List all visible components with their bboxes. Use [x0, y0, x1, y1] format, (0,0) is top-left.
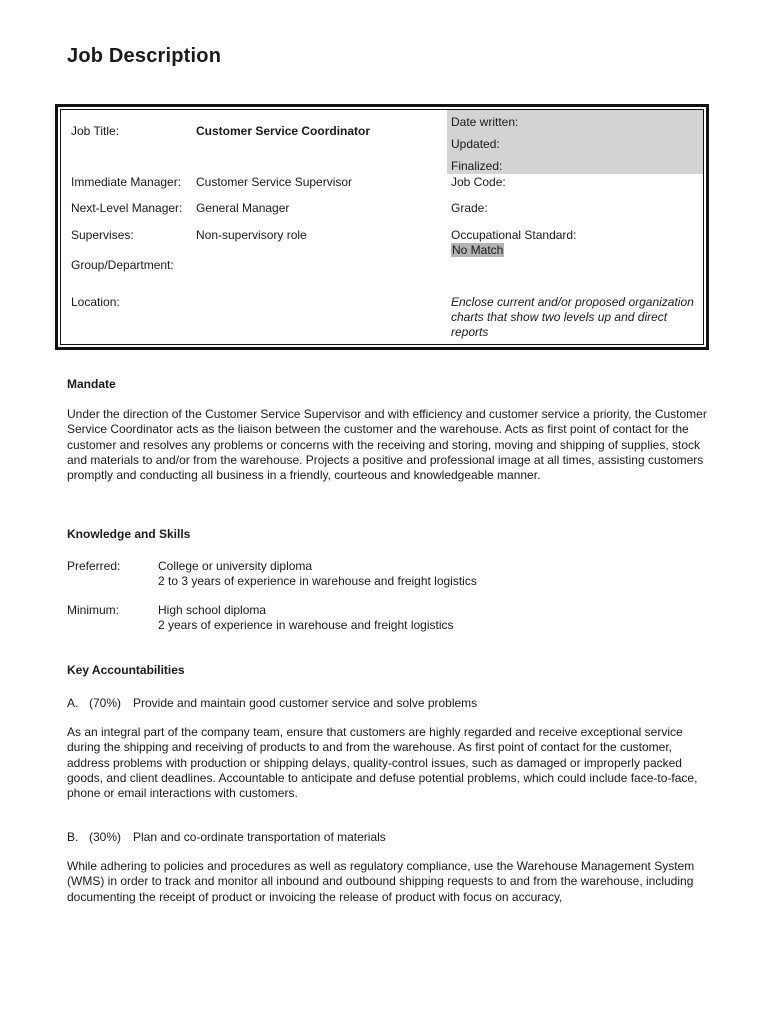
accountability-b-text: While adhering to policies and procedures as well as regulatory compliance, use the Warehouse Management System (WMS) in order to track and monitor all inbound and outbound shipping requests to and from the warehouse, including documenting the receipt of product or invoicing the release of product with focus on accuracy, — [67, 859, 695, 904]
preferred-line-2: 2 to 3 years of experience in warehouse and freight logistics — [158, 574, 477, 588]
org-chart-note: Enclose current and/or proposed organization charts that show two levels up and direct reports — [451, 295, 694, 339]
no-match-highlight: No Match — [452, 243, 504, 257]
mandate-heading: Mandate — [67, 377, 116, 391]
key-accountabilities-heading: Key Accountabilities — [67, 663, 185, 677]
accountability-b-title: Plan and co-ordinate transportation of materials — [133, 830, 386, 844]
accountability-a-title: Provide and maintain good customer service and solve problems — [133, 696, 478, 710]
minimum-label: Minimum: — [67, 603, 120, 617]
supervises-label: Supervises: — [71, 228, 134, 242]
group-department-label: Group/Department: — [71, 258, 174, 272]
job-title-value: Customer Service Coordinator — [196, 124, 371, 138]
immediate-manager-value: Customer Service Supervisor — [196, 175, 353, 189]
accountability-a-text: As an integral part of the company team, ensure that customers are highly regarded and receive exceptional service during the shipping and receiving of products to and from the warehouse. As first point of contact for the customer, address problems with production or shipping delays, quality-control issues, such as damaged or improperly packed goods, and client deadlines. Accountable to anticipate and defuse potential problems, which could include face-to-face, phone or email interactions with customers. — [67, 725, 698, 801]
accountability-b-percent: (30%) — [89, 830, 122, 844]
supervises-value: Non-supervisory role — [196, 228, 307, 242]
next-level-manager-value: General Manager — [196, 201, 290, 215]
preferred-label: Preferred: — [67, 559, 121, 573]
date-written-label: Date written: — [451, 115, 519, 129]
grade-label: Grade: — [451, 201, 488, 215]
occupational-standard-label: Occupational Standard: — [451, 228, 577, 242]
occupational-standard-value — [451, 243, 504, 258]
job-code-label: Job Code: — [451, 175, 506, 189]
accountability-a-letter: A. — [67, 696, 79, 710]
accountability-a-percent: (70%) — [89, 696, 122, 710]
immediate-manager-label: Immediate Manager: — [71, 175, 182, 189]
minimum-line-1: High school diploma — [158, 603, 267, 617]
job-title-label: Job Title: — [71, 124, 120, 138]
knowledge-skills-heading: Knowledge and Skills — [67, 527, 191, 541]
document-title: Job Description — [67, 45, 222, 67]
mandate-text: Under the direction of the Customer Service Supervisor and with efficiency and customer service a priority, the Customer Service Coordinator acts as the liaison between the customer and the warehouse. Acts as first point of contact for the customer and resolves any problems or concerns with the receiving and storing, moving and shipping of supplies, stock and materials to and/or from the warehouse. Projects a positive and professional image at all times, assisting customers promptly and conducting all business in a friendly, courteous and knowledgeable manner. — [67, 407, 707, 483]
preferred-line-1: College or university diploma — [158, 559, 313, 573]
minimum-line-2: 2 years of experience in warehouse and freight logistics — [158, 618, 454, 632]
accountability-b-letter: B. — [67, 830, 79, 844]
next-level-manager-label: Next-Level Manager: — [71, 201, 183, 215]
location-label: Location: — [71, 295, 120, 309]
updated-label: Updated: — [451, 137, 500, 151]
finalized-label: Finalized: — [451, 159, 503, 173]
